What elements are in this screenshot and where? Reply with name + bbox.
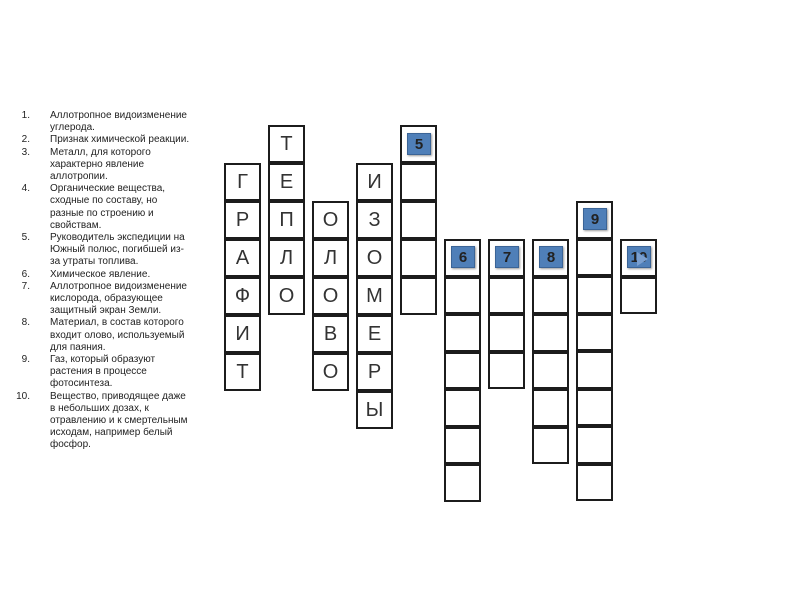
crossword-cell[interactable]	[400, 277, 437, 315]
crossword-cell[interactable]	[576, 389, 613, 427]
crossword-cell[interactable]: Г	[224, 163, 261, 201]
crossword-cell[interactable]	[532, 314, 569, 352]
crossword-cell[interactable]: И	[356, 163, 393, 201]
clue-text: Аллотропное видоизменение кислорода, образующее защитный экран Земли.	[50, 280, 187, 317]
clue-number: 6.	[21, 268, 30, 280]
crossword-cell[interactable]: М	[356, 277, 393, 315]
crossword-cell[interactable]: О	[356, 239, 393, 277]
crossword-cell[interactable]: О	[268, 277, 305, 315]
crossword-cell[interactable]: Л	[268, 239, 305, 277]
crossword-cell[interactable]: П	[268, 201, 305, 239]
clue-text: Руководитель экспедиции на Южный полюс, погибшей из-за утраты топлива.	[50, 232, 185, 268]
clue-number: 4.	[21, 183, 30, 195]
clue-text: Материал, в состав которого входит олово, используемый для паяния.	[50, 317, 185, 353]
crossword-cell[interactable]	[444, 464, 481, 502]
clue-number-badge: 9	[583, 208, 607, 230]
crossword-cell[interactable]	[400, 201, 437, 239]
crossword-cell[interactable]: З	[356, 201, 393, 239]
clue-number: 10.	[16, 390, 30, 402]
crossword-cell[interactable]	[488, 314, 525, 352]
clue-number: 9.	[21, 354, 30, 366]
crossword-cell[interactable]: Ы	[356, 391, 393, 429]
crossword-cell[interactable]: О	[312, 353, 349, 391]
crossword-cell[interactable]: Т	[268, 125, 305, 163]
clue-number-badge: 6	[451, 246, 475, 268]
crossword-cell[interactable]	[444, 277, 481, 315]
clue-number: 2.	[21, 134, 30, 146]
crossword-cell[interactable]	[488, 352, 525, 390]
clue-number: 7.	[21, 280, 30, 292]
crossword-cell[interactable]	[576, 276, 613, 314]
clue-number: 5.	[21, 232, 30, 244]
clue-text: Химическое явление.	[50, 268, 151, 280]
clue-number-badge: 10	[627, 246, 651, 268]
crossword-cell[interactable]	[400, 239, 437, 277]
clue-text: Признак химической реакции.	[50, 134, 190, 146]
play-icon[interactable]	[637, 252, 648, 266]
clue-number: 1.	[21, 110, 30, 121]
clue-number-badge: 7	[495, 246, 519, 268]
clue-text: Газ, который образуют растения в процессе фотосинтеза.	[50, 354, 156, 390]
crossword-cell[interactable]	[576, 239, 613, 277]
clue-number: 8.	[21, 317, 30, 329]
crossword-cell[interactable]	[576, 351, 613, 389]
crossword-cell[interactable]	[488, 277, 525, 315]
clue-text: Металл, для которого характерно явление аллотропии.	[50, 146, 151, 183]
clue-number: 3.	[21, 146, 30, 158]
crossword-cell[interactable]: Р	[224, 201, 261, 239]
crossword-cell[interactable]	[444, 352, 481, 390]
crossword-cell[interactable]	[576, 426, 613, 464]
crossword-cell[interactable]: Ф	[224, 277, 261, 315]
crossword-cell[interactable]	[532, 427, 569, 465]
clue-number-badge: 5	[407, 133, 431, 155]
clue-text: Органические вещества, сходные по составу, но разные по строению и свойствам.	[50, 183, 166, 231]
crossword-cell[interactable]	[444, 427, 481, 465]
crossword-cell[interactable]	[444, 389, 481, 427]
crossword-cell[interactable]: Е	[268, 163, 305, 201]
crossword-cell[interactable]	[532, 277, 569, 315]
crossword-cell[interactable]: И	[224, 315, 261, 353]
crossword-cell[interactable]: Т	[224, 353, 261, 391]
crossword-cell[interactable]: Е	[356, 315, 393, 353]
crossword-cell[interactable]	[444, 314, 481, 352]
crossword-cell[interactable]: А	[224, 239, 261, 277]
crossword-cell[interactable]	[400, 163, 437, 201]
clue-text: Аллотропное видоизменение углерода.	[50, 110, 187, 134]
crossword-cell[interactable]: Р	[356, 353, 393, 391]
crossword-cell[interactable]	[532, 389, 569, 427]
crossword-cell[interactable]	[620, 277, 657, 315]
crossword-cell[interactable]	[576, 464, 613, 502]
crossword-cell[interactable]: О	[312, 277, 349, 315]
crossword-cell[interactable]: О	[312, 201, 349, 239]
crossword-cell[interactable]	[576, 314, 613, 352]
crossword-cell[interactable]: Л	[312, 239, 349, 277]
crossword-cell[interactable]: В	[312, 315, 349, 353]
clue-text: Вещество, приводящее даже в небольших дозах, к отравлению и к смертельным исходам, например белый фосфор.	[50, 390, 188, 451]
crossword-cell[interactable]	[532, 352, 569, 390]
clue-number-badge: 8	[539, 246, 563, 268]
